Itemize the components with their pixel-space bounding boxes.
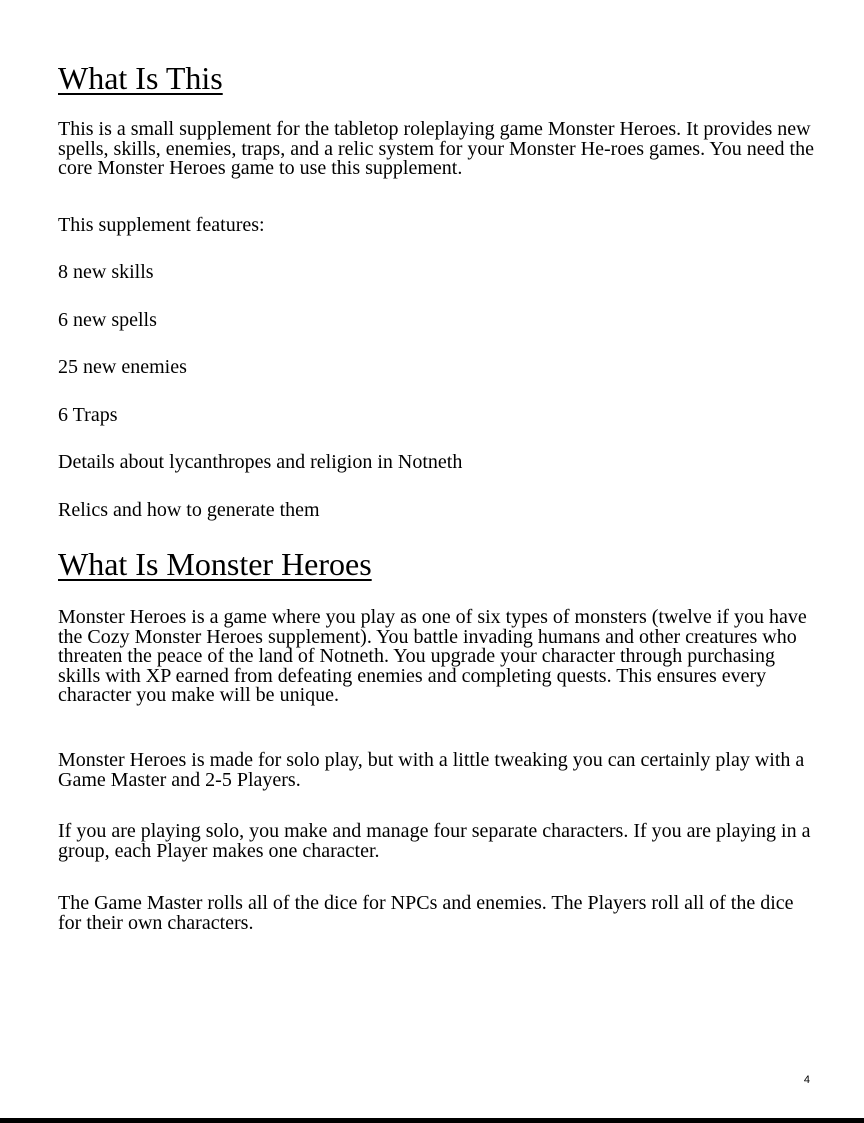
monster-heroes-paragraph: The Game Master rolls all of the dice for NPCs and enemies. The Players roll all of the dice for their own characters. [58,892,794,934]
features-intro: This supplement features: [58,214,265,236]
heading-what-is-this: What Is This [58,60,223,96]
feature-item: Relics and how to generate them [58,498,320,521]
feature-item: 6 new spells [58,308,157,331]
heading-what-is-monster-heroes: What Is Monster Heroes [58,546,372,582]
intro-paragraph: This is a small supplement for the tabletop roleplaying game Monster Heroes. It provides new spells, skills, enemies, traps, and a relic system for your Monster He-roes games. You need the core Monster Heroes game to use this supplement. [58,118,814,179]
feature-item: 6 Traps [58,403,118,426]
feature-item: Details about lycanthropes and religion in Notneth [58,451,463,474]
feature-list [58,263,462,549]
monster-heroes-paragraph: If you are playing solo, you make and manage four separate characters. If you are playing in a group, each Player makes one character. [58,820,811,862]
feature-item: 25 new enemies [58,356,187,379]
page-number: 4 [803,1074,810,1086]
monster-heroes-paragraph: Monster Heroes is made for solo play, but with a little tweaking you can certainly play with a Game Master and 2-5 Players. [58,749,805,791]
feature-item: 8 new skills [58,261,154,283]
bottom-border [0,1118,864,1123]
monster-heroes-paragraph: Monster Heroes is a game where you play as one of six types of monsters (twelve if you have the Cozy Monster Heroes supplement). You battle invading humans and other creatures who threaten the peace of the land of Notneth. You upgrade your character through purchasing skills with XP earned from defeating enemies and completing quests. This ensures every character you make will be unique. [58,606,807,706]
